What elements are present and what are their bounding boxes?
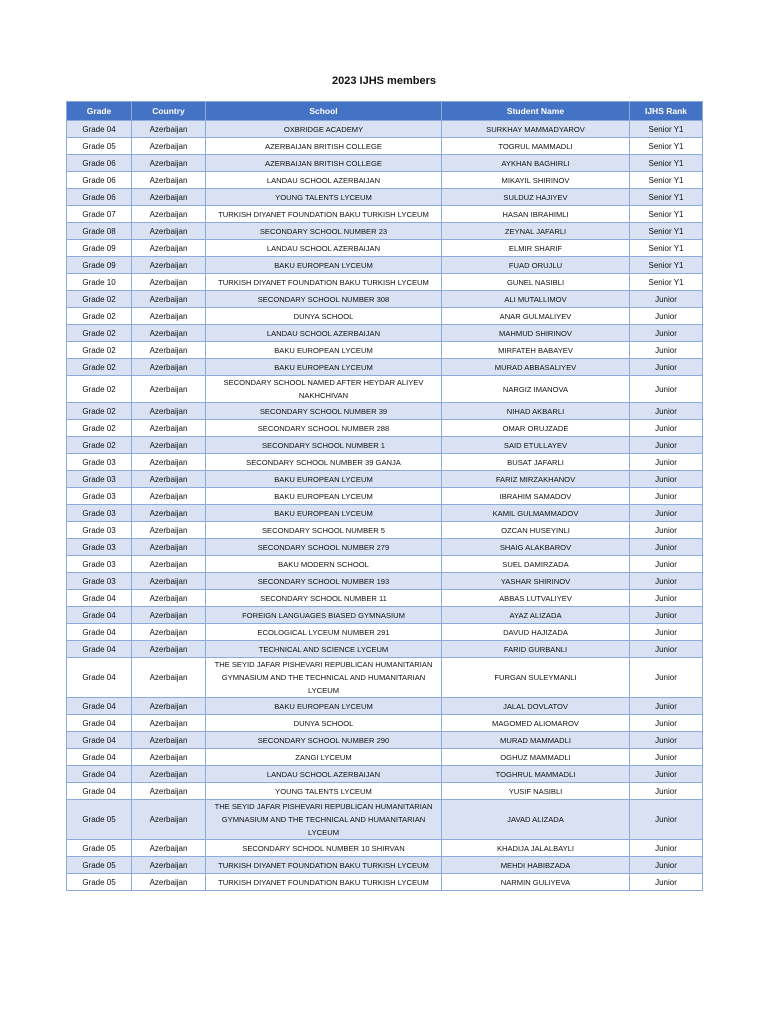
grade-cell: Grade 03 (67, 471, 132, 488)
country-cell: Azerbaijan (132, 138, 206, 155)
rank-cell: Senior Y1 (630, 121, 703, 138)
grade-cell: Grade 05 (67, 874, 132, 891)
country-cell: Azerbaijan (132, 488, 206, 505)
table-row (67, 874, 703, 891)
rank-cell: Junior (630, 454, 703, 471)
table-row (67, 800, 703, 840)
school-cell: OXBRIDGE ACADEMY (206, 121, 442, 138)
student-name-cell: FUAD ORUJLU (442, 257, 630, 274)
grade-cell: Grade 04 (67, 607, 132, 624)
rank-cell: Junior (630, 857, 703, 874)
grade-cell: Grade 08 (67, 223, 132, 240)
table-row (67, 454, 703, 471)
rank-cell: Junior (630, 403, 703, 420)
school-cell: SECONDARY SCHOOL NUMBER 193 (206, 573, 442, 590)
table-row (67, 715, 703, 732)
country-cell: Azerbaijan (132, 840, 206, 857)
school-cell: SECONDARY SCHOOL NUMBER 279 (206, 539, 442, 556)
rank-cell: Junior (630, 732, 703, 749)
grade-cell: Grade 09 (67, 240, 132, 257)
table-row (67, 840, 703, 857)
members-table (66, 101, 703, 891)
country-cell: Azerbaijan (132, 766, 206, 783)
rank-cell: Junior (630, 471, 703, 488)
table-row (67, 155, 703, 172)
school-cell: SECONDARY SCHOOL NAMED AFTER HEYDAR ALIYEV NAKHCHIVAN (206, 376, 442, 403)
school-cell: FOREIGN LANGUAGES BIASED GYMNASIUM (206, 607, 442, 624)
country-cell: Azerbaijan (132, 240, 206, 257)
grade-cell: Grade 05 (67, 857, 132, 874)
rank-cell: Senior Y1 (630, 155, 703, 172)
student-name-cell: MAGOMED ALIOMAROV (442, 715, 630, 732)
student-name-cell: YUSIF NASIBLI (442, 783, 630, 800)
country-cell: Azerbaijan (132, 342, 206, 359)
rank-cell: Junior (630, 840, 703, 857)
school-cell: BAKU EUROPEAN LYCEUM (206, 505, 442, 522)
rank-cell: Junior (630, 624, 703, 641)
student-name-cell: ELMIR SHARIF (442, 240, 630, 257)
student-name-cell: ALI MUTALLIMOV (442, 291, 630, 308)
rank-cell: Junior (630, 698, 703, 715)
table-row (67, 291, 703, 308)
rank-cell: Junior (630, 556, 703, 573)
country-cell: Azerbaijan (132, 715, 206, 732)
school-cell: SECONDARY SCHOOL NUMBER 5 (206, 522, 442, 539)
column-header-school: School (206, 102, 442, 121)
school-cell: THE SEYID JAFAR PISHEVARI REPUBLICAN HUMANITARIAN GYMNASIUM AND THE TECHNICAL AND HUMANITARIAN LYCEUM (206, 658, 442, 698)
school-cell: SECONDARY SCHOOL NUMBER 308 (206, 291, 442, 308)
rank-cell: Junior (630, 359, 703, 376)
grade-cell: Grade 05 (67, 138, 132, 155)
rank-cell: Junior (630, 308, 703, 325)
table-row (67, 505, 703, 522)
country-cell: Azerbaijan (132, 658, 206, 698)
school-cell: LANDAU SCHOOL AZERBAIJAN (206, 172, 442, 189)
grade-cell: Grade 02 (67, 342, 132, 359)
rank-cell: Senior Y1 (630, 172, 703, 189)
student-name-cell: NIHAD AKBARLI (442, 403, 630, 420)
rank-cell: Junior (630, 325, 703, 342)
student-name-cell: OZCAN HUSEYINLI (442, 522, 630, 539)
grade-cell: Grade 02 (67, 403, 132, 420)
student-name-cell: AYAZ ALIZADA (442, 607, 630, 624)
grade-cell: Grade 04 (67, 749, 132, 766)
student-name-cell: SUEL DAMIRZADA (442, 556, 630, 573)
school-cell: LANDAU SCHOOL AZERBAIJAN (206, 325, 442, 342)
grade-cell: Grade 03 (67, 522, 132, 539)
grade-cell: Grade 03 (67, 556, 132, 573)
school-cell: TURKISH DIYANET FOUNDATION BAKU TURKISH LYCEUM (206, 274, 442, 291)
rank-cell: Junior (630, 590, 703, 607)
grade-cell: Grade 06 (67, 189, 132, 206)
school-cell: ECOLOGICAL LYCEUM NUMBER 291 (206, 624, 442, 641)
country-cell: Azerbaijan (132, 539, 206, 556)
country-cell: Azerbaijan (132, 308, 206, 325)
country-cell: Azerbaijan (132, 749, 206, 766)
grade-cell: Grade 04 (67, 783, 132, 800)
student-name-cell: YASHAR SHIRINOV (442, 573, 630, 590)
country-cell: Azerbaijan (132, 857, 206, 874)
table-row (67, 376, 703, 403)
grade-cell: Grade 06 (67, 172, 132, 189)
school-cell: BAKU EUROPEAN LYCEUM (206, 471, 442, 488)
grade-cell: Grade 05 (67, 800, 132, 840)
table-row (67, 138, 703, 155)
rank-cell: Junior (630, 800, 703, 840)
grade-cell: Grade 04 (67, 732, 132, 749)
rank-cell: Junior (630, 641, 703, 658)
school-cell: SECONDARY SCHOOL NUMBER 11 (206, 590, 442, 607)
table-row (67, 732, 703, 749)
country-cell: Azerbaijan (132, 783, 206, 800)
student-name-cell: MEHDI HABIBZADA (442, 857, 630, 874)
rank-cell: Senior Y1 (630, 223, 703, 240)
country-cell: Azerbaijan (132, 121, 206, 138)
country-cell: Azerbaijan (132, 155, 206, 172)
country-cell: Azerbaijan (132, 257, 206, 274)
school-cell: SECONDARY SCHOOL NUMBER 39 (206, 403, 442, 420)
student-name-cell: NARMIN GULIYEVA (442, 874, 630, 891)
table-row (67, 857, 703, 874)
grade-cell: Grade 04 (67, 121, 132, 138)
school-cell: THE SEYID JAFAR PISHEVARI REPUBLICAN HUMANITARIAN GYMNASIUM AND THE TECHNICAL AND HUMANITARIAN LYCEUM (206, 800, 442, 840)
table-row (67, 624, 703, 641)
school-cell: BAKU EUROPEAN LYCEUM (206, 698, 442, 715)
school-cell: TURKISH DIYANET FOUNDATION BAKU TURKISH LYCEUM (206, 206, 442, 223)
grade-cell: Grade 04 (67, 624, 132, 641)
rank-cell: Junior (630, 437, 703, 454)
country-cell: Azerbaijan (132, 522, 206, 539)
grade-cell: Grade 04 (67, 658, 132, 698)
table-row (67, 257, 703, 274)
student-name-cell: MIKAYIL SHIRINOV (442, 172, 630, 189)
grade-cell: Grade 02 (67, 308, 132, 325)
table-row (67, 359, 703, 376)
country-cell: Azerbaijan (132, 420, 206, 437)
rank-cell: Junior (630, 522, 703, 539)
rank-cell: Junior (630, 766, 703, 783)
grade-cell: Grade 04 (67, 766, 132, 783)
student-name-cell: SURKHAY MAMMADYAROV (442, 121, 630, 138)
grade-cell: Grade 03 (67, 454, 132, 471)
rank-cell: Senior Y1 (630, 257, 703, 274)
rank-cell: Junior (630, 607, 703, 624)
table-row (67, 607, 703, 624)
rank-cell: Junior (630, 658, 703, 698)
student-name-cell: ANAR GULMALIYEV (442, 308, 630, 325)
school-cell: SECONDARY SCHOOL NUMBER 1 (206, 437, 442, 454)
student-name-cell: TOGHRUL MAMMADLI (442, 766, 630, 783)
country-cell: Azerbaijan (132, 874, 206, 891)
rank-cell: Junior (630, 783, 703, 800)
grade-cell: Grade 02 (67, 437, 132, 454)
table-row (67, 172, 703, 189)
country-cell: Azerbaijan (132, 274, 206, 291)
table-row (67, 749, 703, 766)
student-name-cell: ZEYNAL JAFARLI (442, 223, 630, 240)
country-cell: Azerbaijan (132, 471, 206, 488)
student-name-cell: BUSAT JAFARLI (442, 454, 630, 471)
country-cell: Azerbaijan (132, 376, 206, 403)
school-cell: DUNYA SCHOOL (206, 308, 442, 325)
table-row (67, 488, 703, 505)
country-cell: Azerbaijan (132, 172, 206, 189)
country-cell: Azerbaijan (132, 189, 206, 206)
student-name-cell: JALAL DOVLATOV (442, 698, 630, 715)
school-cell: TURKISH DIYANET FOUNDATION BAKU TURKISH LYCEUM (206, 874, 442, 891)
table-row (67, 766, 703, 783)
rank-cell: Junior (630, 749, 703, 766)
grade-cell: Grade 05 (67, 840, 132, 857)
rank-cell: Senior Y1 (630, 274, 703, 291)
rank-cell: Junior (630, 488, 703, 505)
rank-cell: Junior (630, 539, 703, 556)
student-name-cell: KHADIJA JALALBAYLI (442, 840, 630, 857)
grade-cell: Grade 02 (67, 325, 132, 342)
school-cell: SECONDARY SCHOOL NUMBER 290 (206, 732, 442, 749)
grade-cell: Grade 03 (67, 539, 132, 556)
table-row (67, 573, 703, 590)
country-cell: Azerbaijan (132, 607, 206, 624)
country-cell: Azerbaijan (132, 732, 206, 749)
school-cell: SECONDARY SCHOOL NUMBER 23 (206, 223, 442, 240)
school-cell: TURKISH DIYANET FOUNDATION BAKU TURKISH LYCEUM (206, 857, 442, 874)
table-row (67, 308, 703, 325)
table-row (67, 223, 703, 240)
grade-cell: Grade 04 (67, 698, 132, 715)
school-cell: BAKU EUROPEAN LYCEUM (206, 488, 442, 505)
school-cell: DUNYA SCHOOL (206, 715, 442, 732)
grade-cell: Grade 10 (67, 274, 132, 291)
school-cell: AZERBAIJAN BRITISH COLLEGE (206, 138, 442, 155)
table-header-row (67, 102, 703, 121)
student-name-cell: SHAIG ALAKBAROV (442, 539, 630, 556)
student-name-cell: JAVAD ALIZADA (442, 800, 630, 840)
table-row (67, 522, 703, 539)
grade-cell: Grade 07 (67, 206, 132, 223)
table-row (67, 420, 703, 437)
student-name-cell: MIRFATEH BABAYEV (442, 342, 630, 359)
table-row (67, 471, 703, 488)
grade-cell: Grade 02 (67, 420, 132, 437)
school-cell: SECONDARY SCHOOL NUMBER 288 (206, 420, 442, 437)
rank-cell: Junior (630, 573, 703, 590)
grade-cell: Grade 04 (67, 641, 132, 658)
rank-cell: Junior (630, 874, 703, 891)
school-cell: LANDAU SCHOOL AZERBAIJAN (206, 240, 442, 257)
student-name-cell: TOGRUL MAMMADLI (442, 138, 630, 155)
country-cell: Azerbaijan (132, 325, 206, 342)
table-row (67, 539, 703, 556)
student-name-cell: ABBAS LUTVALIYEV (442, 590, 630, 607)
student-name-cell: FARIZ MIRZAKHANOV (442, 471, 630, 488)
school-cell: YOUNG TALENTS LYCEUM (206, 189, 442, 206)
grade-cell: Grade 09 (67, 257, 132, 274)
school-cell: YOUNG TALENTS LYCEUM (206, 783, 442, 800)
rank-cell: Junior (630, 291, 703, 308)
column-header-student-name: Student Name (442, 102, 630, 121)
country-cell: Azerbaijan (132, 505, 206, 522)
rank-cell: Junior (630, 715, 703, 732)
student-name-cell: MURAD MAMMADLI (442, 732, 630, 749)
student-name-cell: OMAR ORUJZADE (442, 420, 630, 437)
table-row (67, 274, 703, 291)
school-cell: BAKU EUROPEAN LYCEUM (206, 342, 442, 359)
student-name-cell: HASAN IBRAHIMLI (442, 206, 630, 223)
student-name-cell: GUNEL NASIBLI (442, 274, 630, 291)
table-row (67, 121, 703, 138)
country-cell: Azerbaijan (132, 800, 206, 840)
country-cell: Azerbaijan (132, 556, 206, 573)
school-cell: BAKU EUROPEAN LYCEUM (206, 359, 442, 376)
country-cell: Azerbaijan (132, 573, 206, 590)
table-row (67, 698, 703, 715)
table-row (67, 437, 703, 454)
student-name-cell: SAID ETULLAYEV (442, 437, 630, 454)
table-row (67, 590, 703, 607)
country-cell: Azerbaijan (132, 641, 206, 658)
table-row (67, 783, 703, 800)
grade-cell: Grade 03 (67, 505, 132, 522)
table-row (67, 325, 703, 342)
country-cell: Azerbaijan (132, 206, 206, 223)
table-row (67, 206, 703, 223)
grade-cell: Grade 04 (67, 715, 132, 732)
grade-cell: Grade 03 (67, 488, 132, 505)
rank-cell: Junior (630, 420, 703, 437)
student-name-cell: FARID GURBANLI (442, 641, 630, 658)
school-cell: SECONDARY SCHOOL NUMBER 10 SHIRVAN (206, 840, 442, 857)
country-cell: Azerbaijan (132, 590, 206, 607)
rank-cell: Junior (630, 342, 703, 359)
rank-cell: Senior Y1 (630, 189, 703, 206)
page-title: 2023 IJHS members (332, 75, 436, 87)
country-cell: Azerbaijan (132, 624, 206, 641)
rank-cell: Senior Y1 (630, 138, 703, 155)
table-row (67, 658, 703, 698)
school-cell: ZANGI LYCEUM (206, 749, 442, 766)
student-name-cell: FURGAN SULEYMANLI (442, 658, 630, 698)
table-row (67, 641, 703, 658)
grade-cell: Grade 02 (67, 291, 132, 308)
school-cell: SECONDARY SCHOOL NUMBER 39 GANJA (206, 454, 442, 471)
table-row (67, 189, 703, 206)
table-row (67, 556, 703, 573)
rank-cell: Junior (630, 505, 703, 522)
student-name-cell: KAMIL GULMAMMADOV (442, 505, 630, 522)
country-cell: Azerbaijan (132, 291, 206, 308)
school-cell: BAKU MODERN SCHOOL (206, 556, 442, 573)
table-row (67, 342, 703, 359)
grade-cell: Grade 02 (67, 359, 132, 376)
country-cell: Azerbaijan (132, 437, 206, 454)
rank-cell: Junior (630, 376, 703, 403)
country-cell: Azerbaijan (132, 403, 206, 420)
school-cell: BAKU EUROPEAN LYCEUM (206, 257, 442, 274)
country-cell: Azerbaijan (132, 698, 206, 715)
country-cell: Azerbaijan (132, 359, 206, 376)
student-name-cell: MURAD ABBASALIYEV (442, 359, 630, 376)
student-name-cell: SULDUZ HAJIYEV (442, 189, 630, 206)
school-cell: LANDAU SCHOOL AZERBAIJAN (206, 766, 442, 783)
rank-cell: Senior Y1 (630, 206, 703, 223)
grade-cell: Grade 02 (67, 376, 132, 403)
rank-cell: Senior Y1 (630, 240, 703, 257)
grade-cell: Grade 06 (67, 155, 132, 172)
student-name-cell: IBRAHIM SAMADOV (442, 488, 630, 505)
grade-cell: Grade 04 (67, 590, 132, 607)
school-cell: TECHNICAL AND SCIENCE LYCEUM (206, 641, 442, 658)
country-cell: Azerbaijan (132, 223, 206, 240)
student-name-cell: NARGIZ IMANOVA (442, 376, 630, 403)
student-name-cell: DAVUD HAJIZADA (442, 624, 630, 641)
table-row (67, 403, 703, 420)
student-name-cell: AYKHAN BAGHIRLI (442, 155, 630, 172)
school-cell: AZERBAIJAN BRITISH COLLEGE (206, 155, 442, 172)
country-cell: Azerbaijan (132, 454, 206, 471)
column-header-grade: Grade (67, 102, 132, 121)
column-header-country: Country (132, 102, 206, 121)
grade-cell: Grade 03 (67, 573, 132, 590)
student-name-cell: OGHUZ MAMMADLI (442, 749, 630, 766)
column-header-ijhs-rank: IJHS Rank (630, 102, 703, 121)
student-name-cell: MAHMUD SHIRINOV (442, 325, 630, 342)
table-row (67, 240, 703, 257)
